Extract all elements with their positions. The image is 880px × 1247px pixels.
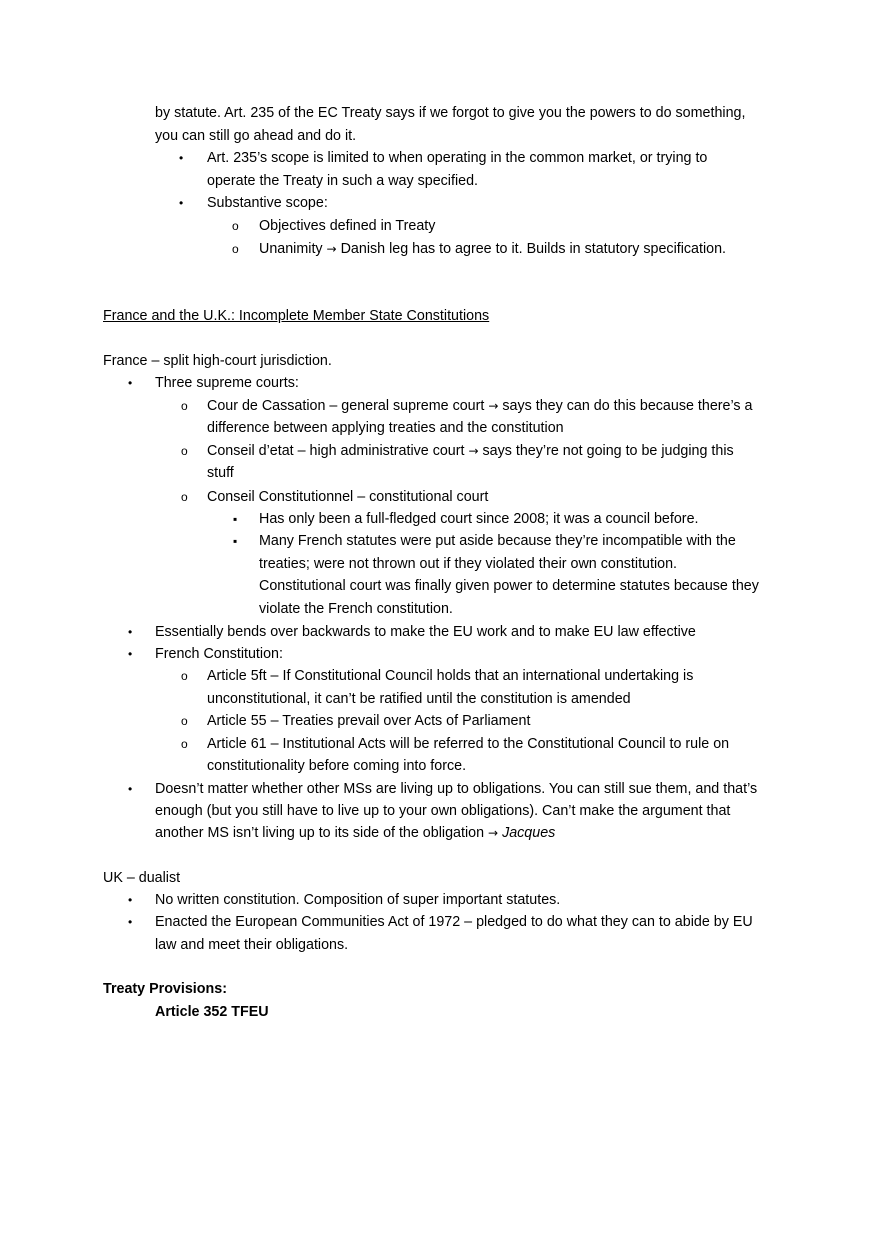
treaty-article: Article 352 TFEU	[155, 1004, 269, 1020]
list-item	[155, 822, 555, 845]
list-item	[207, 395, 752, 418]
case-name: Jacques	[502, 825, 556, 841]
list-item: enough (but you still have to live up to your own obligations). Can’t make the argument that	[155, 803, 731, 819]
circle-bullet-icon: o	[181, 490, 188, 504]
list-item-text: says they’re not going to be judging this	[482, 443, 734, 459]
list-item: Enacted the European Communities Act of 1972 – pledged to do what they can to abide by EU	[155, 914, 753, 930]
list-item: Article 61 – Institutional Acts will be referred to the Constitutional Council to rule on	[207, 736, 730, 752]
list-item: Art. 235’s scope is limited to when operating in the common market, or trying to	[207, 150, 708, 166]
list-item: Article 55 – Treaties prevail over Acts of Parliament	[207, 713, 531, 729]
square-bullet-icon: ▪	[233, 512, 238, 526]
list-item: Conseil Constitutionnel – constitutional court	[207, 489, 489, 505]
list-item: violate the French constitution.	[259, 601, 453, 617]
list-item	[207, 440, 734, 463]
bullet-icon: •	[179, 196, 184, 210]
list-item: treaties; were not thrown out if they violated their own constitution.	[259, 556, 678, 572]
circle-bullet-icon: o	[181, 399, 188, 413]
arrow-right-icon: →	[488, 399, 499, 413]
circle-bullet-icon: o	[181, 737, 188, 751]
list-item: law and meet their obligations.	[155, 937, 349, 953]
list-item: Article 5ft – If Constitutional Council holds that an international undertaking is	[207, 668, 694, 684]
bullet-icon: •	[128, 915, 133, 929]
list-item: French Constitution:	[155, 646, 283, 662]
list-item: Many French statutes were put aside because they’re incompatible with the	[259, 533, 736, 549]
arrow-right-icon: →	[468, 444, 479, 458]
list-item-text: says they can do this because there’s a	[502, 398, 753, 414]
list-item-text: another MS isn’t living up to its side of the obligation	[155, 825, 485, 841]
list-item: difference between applying treaties and the constitution	[207, 420, 564, 436]
list-item-text: Conseil d’etat – high administrative court	[207, 443, 465, 459]
circle-bullet-icon: o	[232, 219, 239, 233]
uk-heading: UK – dualist	[103, 870, 181, 886]
list-item: Doesn’t matter whether other MSs are living up to obligations. You can still sue them, and that’s	[155, 781, 758, 797]
list-item-text: Danish leg has to agree to it. Builds in statutory specification.	[340, 241, 727, 257]
bullet-icon: •	[128, 893, 133, 907]
list-item: Essentially bends over backwards to make the EU work and to make EU law effective	[155, 624, 696, 640]
bullet-icon: •	[128, 376, 133, 390]
circle-bullet-icon: o	[181, 714, 188, 728]
list-item: stuff	[207, 465, 234, 481]
list-item-text: Cour de Cassation – general supreme court	[207, 398, 485, 414]
list-item: No written constitution. Composition of super important statutes.	[155, 892, 561, 908]
circle-bullet-icon: o	[232, 242, 239, 256]
list-item: Constitutional court was finally given power to determine statutes because they	[259, 578, 759, 594]
list-item: Three supreme courts:	[155, 375, 299, 391]
treaty-heading: Treaty Provisions:	[103, 981, 227, 997]
list-item: Substantive scope:	[207, 195, 328, 211]
list-item-text: Unanimity	[259, 241, 323, 257]
bullet-icon: •	[128, 782, 133, 796]
bullet-icon: •	[179, 151, 184, 165]
intro-line: by statute. Art. 235 of the EC Treaty says if we forgot to give you the powers to do something,	[155, 105, 746, 121]
circle-bullet-icon: o	[181, 444, 188, 458]
list-item	[259, 238, 726, 261]
circle-bullet-icon: o	[181, 669, 188, 683]
arrow-right-icon: →	[326, 242, 337, 256]
bullet-icon: •	[128, 647, 133, 661]
list-item: Has only been a full-fledged court since 2008; it was a council before.	[259, 511, 699, 527]
intro-line: you can still go ahead and do it.	[155, 128, 357, 144]
list-item: Objectives defined in Treaty	[259, 218, 436, 234]
list-item: unconstitutional, it can’t be ratified until the constitution is amended	[207, 691, 631, 707]
square-bullet-icon: ▪	[233, 534, 238, 548]
bullet-icon: •	[128, 625, 133, 639]
list-item: constitutionality before coming into force.	[207, 758, 467, 774]
arrow-right-icon: →	[488, 826, 499, 840]
france-heading: France – split high-court jurisdiction.	[103, 353, 332, 369]
section-heading: France and the U.K.: Incomplete Member State Constitutions	[103, 308, 490, 324]
list-item: operate the Treaty in such a way specified.	[207, 173, 478, 189]
